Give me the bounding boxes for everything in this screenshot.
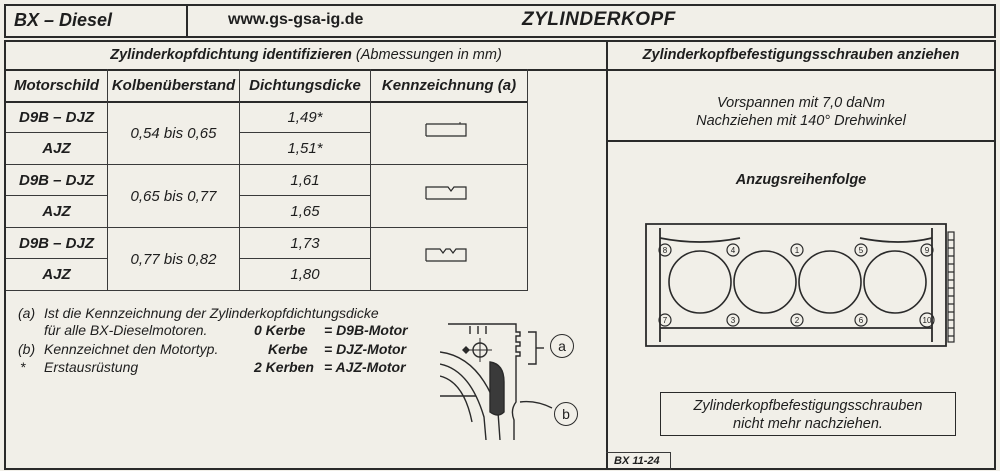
- table-cell-thickness: 1,51*: [287, 140, 323, 157]
- left-panel-title: [6, 47, 606, 63]
- note-star-marker: *: [20, 359, 26, 375]
- header-frame: [4, 4, 996, 38]
- note-kerbe-0-count: 0 Kerbe: [254, 322, 306, 338]
- bolt-number: 10: [922, 316, 932, 325]
- note-kerbe-2-count: 2 Kerben: [254, 359, 314, 375]
- bolt-number: 1: [794, 246, 800, 255]
- torque-line-2: Nachziehen mit 140° Drehwinkel: [696, 113, 906, 129]
- note-b-line1: Kennzeichnet den Motortyp.: [44, 341, 219, 357]
- note-a-line1: Ist die Kennzeichnung der Zylinderkopfdichtungsdicke: [44, 305, 379, 321]
- bolt-number: 5: [858, 246, 864, 255]
- col-header-dichtungsdicke: Dichtungsdicke: [249, 77, 361, 94]
- note-a-marker: (a): [18, 305, 36, 321]
- left-title-note: (Abmessungen in mm): [355, 47, 502, 63]
- table-cell-motor: AJZ: [42, 203, 71, 220]
- table-cell-motor: D9B – DJZ: [18, 234, 95, 252]
- col-line-3: [370, 69, 371, 291]
- note-kerbe-0-motor: = D9B-Motor: [324, 322, 408, 338]
- bolt-number: 2: [794, 316, 800, 325]
- notch-mark-one-icon: [420, 181, 476, 207]
- note-b-marker: (b): [18, 341, 36, 357]
- bolt-number: 4: [730, 246, 736, 255]
- bolt-number: 7: [662, 316, 668, 325]
- group-rule-3: [6, 290, 528, 291]
- table-cell-motor: D9B – DJZ: [18, 171, 95, 189]
- table-cell-motor: AJZ: [42, 266, 71, 283]
- warning-line-2: nicht mehr nachziehen.: [733, 416, 883, 432]
- table-right-border: [527, 69, 528, 291]
- gasket-detail-diagram: [440, 312, 600, 440]
- header-website[interactable]: www.gs-gsa-ig.de: [228, 11, 364, 28]
- bolt-number: 6: [858, 316, 864, 325]
- note-kerbe-2-motor: = AJZ-Motor: [324, 359, 406, 375]
- col-header-motorschild: Motorschild: [14, 77, 99, 94]
- callout-a-label: a: [558, 338, 566, 354]
- col-header-kolbenueberstand: Kolbenüberstand: [111, 77, 236, 94]
- table-cell-thickness: 1,61: [290, 171, 320, 189]
- header-model: BX – Diesel: [14, 10, 113, 30]
- table-cell-range: 0,54 bis 0,65: [130, 124, 217, 142]
- table-cell-motor: D9B – DJZ: [18, 108, 95, 126]
- footer-code-rule-right: [670, 452, 671, 470]
- torque-line-1: Vorspannen mit 7,0 daNm: [717, 95, 885, 111]
- col-header-kennzeichnung: Kennzeichnung (a): [381, 77, 517, 94]
- right-panel-title: Zylinderkopfbefestigungsschrauben anziehen: [642, 47, 960, 63]
- table-cell-range: 0,77 bis 0,82: [130, 250, 217, 268]
- table-cell-thickness: 1,65: [290, 203, 320, 220]
- bolt-number: 9: [924, 246, 930, 255]
- sequence-title: Anzugsreihenfolge: [735, 172, 867, 188]
- header-divider: [186, 4, 188, 38]
- table-cell-thickness: 1,80: [290, 266, 320, 283]
- right-torque-rule: [608, 140, 994, 142]
- table-cell-range: 0,65 bis 0,77: [130, 187, 217, 205]
- footer-code-rule-top: [606, 452, 670, 453]
- table-cell-motor: AJZ: [42, 140, 71, 157]
- note-star-line1: Erstausrüstung: [44, 359, 139, 375]
- callout-b-circle: [554, 402, 578, 426]
- left-title-bold: Zylinderkopfdichtung identifizieren: [110, 47, 352, 63]
- note-a-line2: für alle BX-Dieselmotoren.: [44, 322, 208, 338]
- bolt-number: 8: [662, 246, 668, 255]
- page-title: ZYLINDERKOPF: [522, 9, 676, 30]
- note-kerbe-1-count: Kerbe: [268, 341, 308, 357]
- notch-mark-none-icon: [420, 118, 476, 144]
- table-cell-thickness: 1,49*: [287, 108, 323, 126]
- notch-mark-two-icon: [420, 243, 476, 269]
- bolt-number: 3: [730, 316, 736, 325]
- right-title-rule: [608, 69, 994, 71]
- cylinder-head-diagram: [640, 220, 962, 350]
- table-cell-thickness: 1,73: [290, 234, 320, 252]
- footer-code: BX 11-24: [614, 455, 660, 467]
- callout-b-label: b: [562, 406, 570, 422]
- warning-line-1: Zylinderkopfbefestigungsschrauben: [693, 398, 923, 414]
- callout-a-circle: [550, 334, 574, 358]
- dowel-marker-icon: [462, 338, 492, 362]
- note-kerbe-1-motor: = DJZ-Motor: [324, 341, 407, 357]
